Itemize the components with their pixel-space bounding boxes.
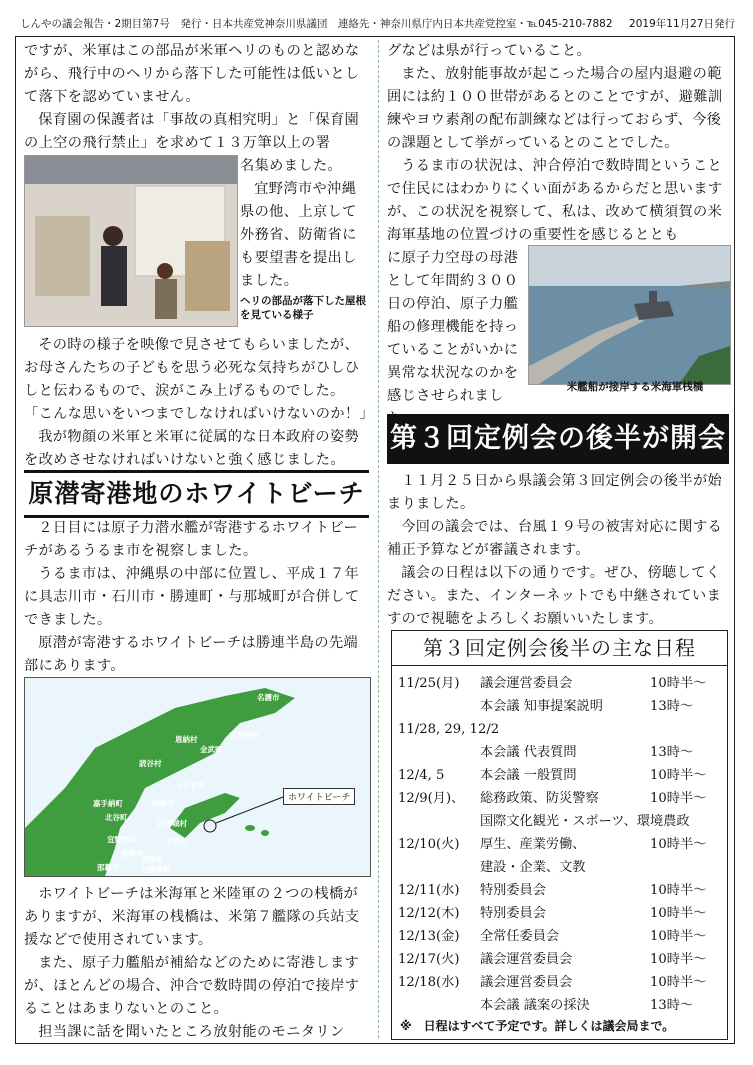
schedule-time: 10時半～ bbox=[650, 975, 707, 990]
map-label: 金武町 bbox=[200, 745, 223, 754]
schedule-date: 11/28, 29, 12/2 bbox=[398, 722, 500, 737]
paragraph: 今回の議会では、台風１９号の被害対応に関する補正予算などが審議されます。 bbox=[387, 519, 723, 558]
schedule-date: 12/9(月)、 bbox=[398, 791, 465, 806]
schedule-event: 全常任委員会 bbox=[480, 929, 560, 944]
schedule-time: 13時～ bbox=[650, 699, 694, 714]
schedule-event: 特別委員会 bbox=[480, 883, 546, 898]
header-info: しんやの議会報告・2期目第7号 発行・日本共産党神奈川県議団 連絡先・神奈川県庁内日本共産党控室・℡045-210-7882 bbox=[20, 18, 613, 30]
schedule-time: 13時～ bbox=[650, 745, 694, 760]
schedule-date: 12/4, 5 bbox=[398, 768, 445, 783]
schedule-box bbox=[391, 630, 728, 1040]
paragraph: 名集めました。 bbox=[240, 158, 343, 174]
pier-photo bbox=[528, 245, 731, 385]
paragraph: ですが、米軍はこの部品が米軍ヘリのものと認めながら、飛行中のヘリから落下した可能性は低いとして落下を認めていません。 bbox=[24, 43, 360, 105]
left-body-1 bbox=[24, 334, 375, 472]
paragraph: 我が物顔の米軍と米軍に従属的な日本政府の姿勢を改めさせなければいけないと強く感じました。 bbox=[24, 429, 360, 468]
left-intro bbox=[24, 40, 369, 155]
map-label: 中城村 bbox=[165, 837, 188, 846]
map-label: 那覇市 bbox=[97, 863, 120, 872]
paragraph: に原子力空母の母港として年間約３００日の停泊、原子力艦船の修理機能を持っていることがいかに異常な状況なのかを感じさせられまし bbox=[387, 250, 519, 404]
map-label: 沖縄市 bbox=[151, 799, 174, 808]
schedule-event: 議会運営委員会 bbox=[480, 676, 573, 691]
paragraph: その時の様子を映像で見させてもらいましたが、お母さんたちの子どもを思う必死な気持ちがひしひしと伝わるもので、涙がこみ上げるものでした。 bbox=[24, 337, 360, 399]
left-body-3 bbox=[24, 883, 369, 1044]
map-label: 西原町 bbox=[141, 855, 164, 864]
paragraph: また、放射能事故が起こった場合の屋内退避の範囲には約１００世帯があるとのことですが、避難訓練やヨウ素剤の配布訓練などは行っておらず、今後の課題として挙がっているとのことでした。 bbox=[387, 66, 723, 151]
left-body-2 bbox=[24, 517, 369, 678]
schedule-event: 特別委員会 bbox=[480, 906, 546, 921]
paragraph: ２日目には原子力潜水艦が寄港するホワイトビーチがあるうるま市を視察しました。 bbox=[24, 520, 359, 559]
map-label: うるま市 bbox=[175, 781, 205, 790]
map-label: 宜野湾市 bbox=[107, 835, 137, 844]
map-label: 読谷村 bbox=[139, 759, 162, 768]
schedule-event: 本会議 議案の採決 bbox=[480, 998, 590, 1013]
schedule-time: 13時～ bbox=[650, 998, 694, 1013]
map-label: 名護市 bbox=[257, 693, 280, 702]
schedule-time: 10時半～ bbox=[650, 676, 707, 691]
schedule-date: 12/13(金) bbox=[398, 929, 460, 944]
schedule-time: 10時半～ bbox=[650, 952, 707, 967]
paragraph: 保育園の保護者は「事故の真相究明」と「保育園の上空の飛行禁止」を求めて１３万筆以上の署 bbox=[24, 112, 360, 151]
paragraph: グなどは県が行っていること。 bbox=[387, 43, 592, 59]
schedule-date: 12/10(火) bbox=[398, 837, 460, 852]
schedule-date: 12/18(水) bbox=[398, 975, 460, 990]
nursery-photo bbox=[24, 155, 238, 327]
paragraph: 原潜が寄港するホワイトビーチは勝連半島の先端部にあります。 bbox=[24, 635, 359, 674]
right-body-2 bbox=[387, 470, 729, 631]
photo-caption: 米艦船が接岸する米海軍桟橋 bbox=[566, 381, 704, 393]
headline-session: 第３回定例会の後半が開会 bbox=[387, 414, 729, 464]
paragraph: 宜野湾市や沖縄県の他、上京して外務省、防衛省にも要望書を提出しました。 bbox=[240, 181, 357, 289]
okinawa-map-shape bbox=[25, 678, 370, 876]
map-label: 与那原町 bbox=[141, 865, 171, 874]
map-label: 浦添市 bbox=[121, 849, 144, 858]
map-label: 嘉手納町 bbox=[93, 799, 123, 808]
schedule-event: 国際文化観光・スポーツ、環境農政 bbox=[480, 814, 690, 829]
paragraph: １１月２５日から県議会第３回定例会の後半が始まりました。 bbox=[387, 473, 723, 512]
schedule-time: 10時半～ bbox=[650, 791, 707, 806]
schedule-date: 12/17(火) bbox=[398, 952, 460, 967]
nursery-photo-image bbox=[25, 156, 237, 326]
okinawa-map bbox=[24, 677, 371, 877]
paragraph: うるま市の状況は、沖合停泊で数時間ということで住民にはわかりにくい面があるからだと思いますが、この状況を視察して、私は、改めて横須賀の米海軍基地の位置づけの重要性を感じるととも bbox=[387, 158, 723, 243]
schedule-time: 10時半～ bbox=[650, 883, 707, 898]
schedule-time: 10時半～ bbox=[650, 929, 707, 944]
pier-photo-image bbox=[529, 246, 730, 384]
schedule-date: 12/11(水) bbox=[398, 883, 460, 898]
map-callout-white-beach: ホワイトビーチ bbox=[283, 788, 355, 805]
headline-white-beach: 原潜寄港地のホワイトビーチ bbox=[24, 470, 369, 518]
schedule-event: 議会運営委員会 bbox=[480, 952, 573, 967]
right-photo-wrap-text bbox=[387, 247, 525, 431]
paragraph: また、原子力艦船が補給などのために寄港しますが、ほとんどの場合、沖合で数時間の停泊で接岸することはあまりないとのこと。 bbox=[24, 955, 360, 1017]
schedule-time: 10時半～ bbox=[650, 906, 707, 921]
schedule-event: 建設・企業、文教 bbox=[480, 860, 586, 875]
map-label: 北中城村 bbox=[157, 819, 187, 828]
schedule-event: 本会議 一般質問 bbox=[480, 768, 577, 783]
schedule-time: 10時半～ bbox=[650, 837, 707, 852]
map-label: 恩納村 bbox=[175, 735, 198, 744]
right-body-1 bbox=[387, 40, 729, 247]
schedule-date: 11/25(月) bbox=[398, 676, 460, 691]
schedule-event: 本会議 代表質問 bbox=[480, 745, 577, 760]
schedule-event: 議会運営委員会 bbox=[480, 975, 573, 990]
paragraph: うるま市は、沖縄県の中部に位置し、平成１７年に具志川市・石川市・勝連町・与那城町が合併してできました。 bbox=[24, 566, 360, 628]
schedule-note: ※ 日程はすべて予定です。詳しくは議会局まで。 bbox=[400, 1019, 675, 1033]
schedule-event: 厚生、産業労働、 bbox=[480, 837, 586, 852]
schedule-title: 第３回定例会後半の主な日程 bbox=[392, 631, 727, 666]
schedule-event: 本会議 知事提案説明 bbox=[480, 699, 603, 714]
schedule-table bbox=[398, 673, 723, 1013]
left-photo-wrap-text bbox=[240, 155, 370, 293]
paragraph: ホワイトビーチは米海軍と米陸軍の２つの桟橋がありますが、米海軍の桟橋は、米第７艦隊の兵站支援などで使用されています。 bbox=[24, 886, 360, 948]
page-header bbox=[20, 14, 735, 34]
map-label: 北谷町 bbox=[105, 813, 128, 822]
photo-caption: ヘリの部品が落下した屋根を見ている様子 bbox=[240, 295, 366, 321]
paragraph: 担当課に話を聞いたところ放射能のモニタリン bbox=[38, 1024, 345, 1040]
schedule-event: 総務政策、防災警察 bbox=[480, 791, 599, 806]
schedule-time: 10時半～ bbox=[650, 768, 707, 783]
schedule-date: 12/12(木) bbox=[398, 906, 460, 921]
map-label: 宜野座村 bbox=[229, 731, 259, 740]
header-date: 2019年11月27日発行 bbox=[629, 18, 735, 30]
column-divider bbox=[378, 40, 379, 1038]
paragraph: 議会の日程は以下の通りです。ぜひ、傍聴してください。また、インターネットでも中継されていますので視聴をよろしくお願いいたします。 bbox=[387, 565, 722, 627]
paragraph: 「こんな思いをいつまでしなければいけないのか！」 bbox=[24, 406, 375, 422]
